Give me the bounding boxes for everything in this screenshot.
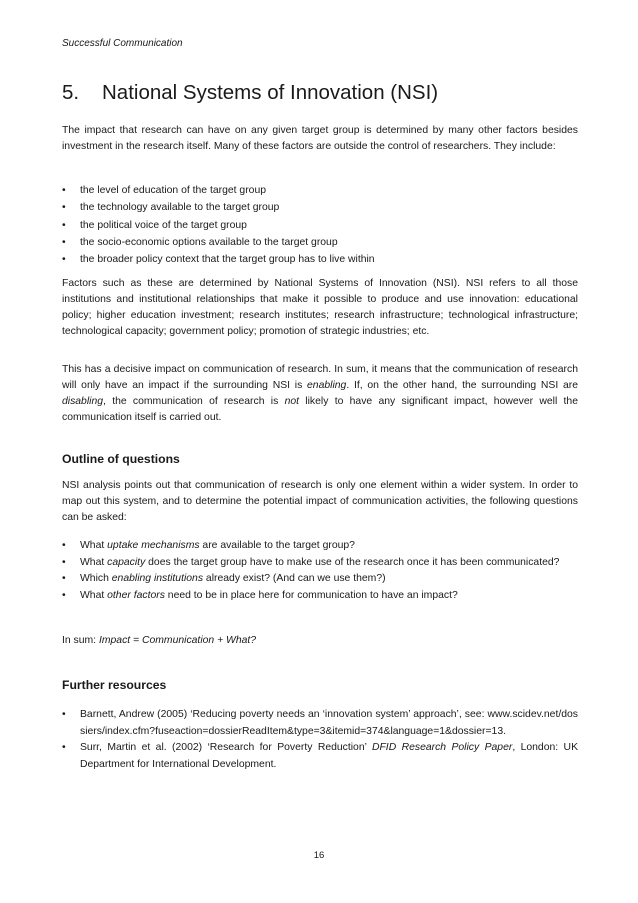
intro-paragraph-text: The impact that research can have on any given target group is determined by many other factors besides investment in the research itself. Many of these factors are outside the control of researchers. They include: (62, 125, 578, 152)
list-item: • What uptake mechanisms are available to the target group? (62, 538, 578, 555)
list-item: • What other factors need to be in place here for communication to have an impact? (62, 588, 578, 605)
intro-paragraph (62, 123, 578, 155)
impact-text: This has a decisive impact on communication of research. In sum, it means that the communication of research will only have an impact if the surrounding NSI is (62, 364, 578, 391)
list-item: • the political voice of the target group (62, 217, 578, 234)
list-item: • the broader policy context that the target group has to live within (62, 251, 578, 268)
list-item: • the level of education of the target group (62, 182, 578, 199)
outline-paragraph (62, 478, 578, 526)
outline-paragraph-text: NSI analysis points out that communication of research is only one element within a wider system. In order to map out this system, and to determine the potential impact of communication activities, the following questions can be asked: (62, 480, 578, 523)
impact-emphasis-not: not (284, 396, 300, 407)
resource-link[interactable]: www.scidev.net/dossiers/index.cfm?fuseaction=dossierReadItem&type=3&itemid=374&language=1&dossier=13 (80, 709, 578, 737)
list-item: • the socio-economic options available to the target group (62, 234, 578, 251)
list-item: • Surr, Martin et al. (2002) ‘Research for Poverty Reduction’ DFID Research Policy Paper, London: UK Department for International Development. (62, 740, 578, 773)
questions-list (62, 538, 578, 604)
resources-list (62, 707, 578, 773)
list-item: • Barnett, Andrew (2005) ‘Reducing poverty needs an ‘innovation system’ approach’, see: www.scidev.net/dossiers/index.cfm?fuseaction=dossierReadItem&type=3&itemid=374&language=1&dossier=13. (62, 707, 578, 740)
outline-heading: Outline of questions (62, 452, 180, 466)
running-header: Successful Communication (62, 38, 183, 49)
impact-text: . If, on the other hand, the surrounding NSI are (346, 380, 578, 391)
impact-emphasis-disabling: disabling (62, 396, 104, 407)
resources-heading: Further resources (62, 678, 167, 692)
page-number: 16 (313, 850, 325, 861)
list-item: • the technology available to the target group (62, 199, 578, 216)
sum-line (62, 633, 578, 649)
nsi-paragraph (62, 276, 578, 340)
sum-formula: Impact = Communication + What? (98, 635, 257, 646)
chapter-title-text: National Systems of Innovation (NSI) (102, 81, 439, 104)
list-item: • What capacity does the target group have to make use of the research once it has been communicated? (62, 555, 578, 572)
factors-list (62, 182, 578, 268)
chapter-number: 5. (62, 81, 80, 104)
sum-label: In sum: (62, 635, 99, 646)
impact-text: likely to have any significant impact, however well the communication itself is carried out. (62, 396, 578, 423)
impact-paragraph (62, 362, 578, 426)
list-item: • Which enabling institutions already exist? (And can we use them?) (62, 571, 578, 588)
nsi-paragraph-text: Factors such as these are determined by National Systems of Innovation (NSI). NSI refers to all those institutions and institutional relationships that make it possible to produce and use innovation: educational policy; higher education investment; research institutes; research infrastructure; technological infrastructure; technological capacity; government policy; promotion of strategic industries; etc. (62, 278, 578, 337)
impact-emphasis-enabling: enabling (307, 380, 347, 391)
chapter-title (62, 81, 582, 105)
impact-text: , the communication of research is (103, 396, 285, 407)
